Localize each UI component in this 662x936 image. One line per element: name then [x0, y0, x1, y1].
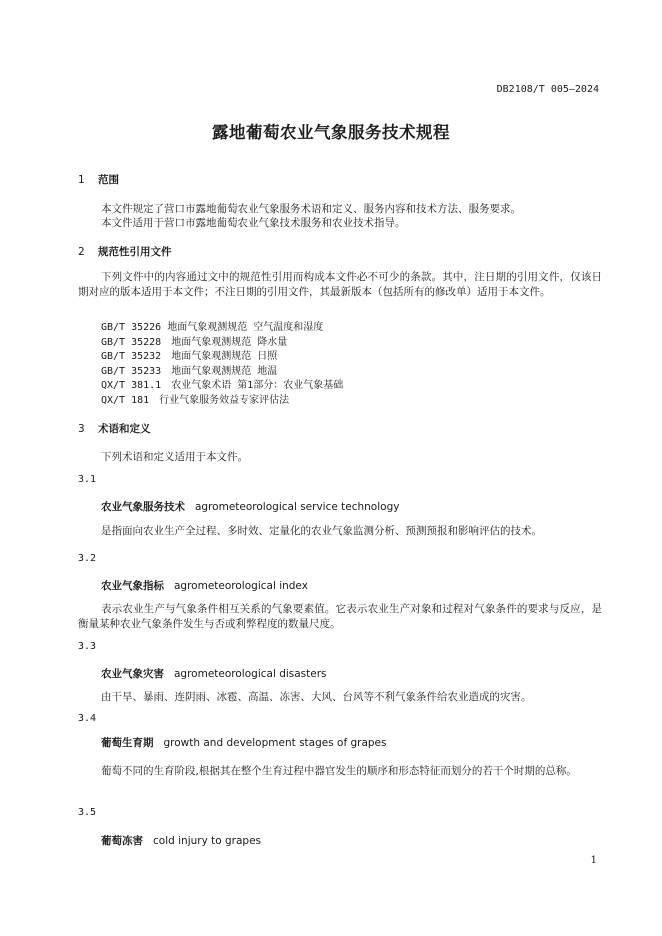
term-definition: 由干旱、暴雨、连阴雨、冰雹、高温、冻害、大风、台风等不利气象条件给农业造成的灾害。	[101, 691, 532, 703]
term-heading	[101, 499, 399, 514]
clause-number: 3.1	[78, 474, 97, 485]
clause-number: 3.4	[78, 713, 97, 724]
document-title: 露地葡萄农业气象服务技术规程	[212, 123, 450, 142]
clause-number: 3.5	[78, 807, 97, 818]
term-zh: 农业气象指标	[101, 580, 164, 592]
term-definition: 是指面向农业生产全过程、多时效、定量化的农业气象监测分析、预测预报和影响评估的技术。	[101, 525, 542, 537]
term-heading	[101, 833, 261, 848]
term-zh: 葡萄冻害	[101, 835, 143, 847]
section-3-heading	[78, 421, 151, 436]
page-number: 1	[590, 855, 597, 866]
paragraph: 下列术语和定义适用于本文件。	[101, 451, 248, 463]
paragraph: 下列文件中的内容通过文中的规范性引用而构成本文件必不可少的条款。其中，注日期的引用文件，仅该日期对应的版本适用于本文件；不注日期的引用文件，其最新版本（包括所有的修改单）适用于本文件。	[78, 271, 602, 298]
term-zh: 农业气象服务技术	[101, 501, 185, 513]
section-number: 3	[78, 423, 85, 435]
term-zh: 农业气象灾害	[101, 668, 164, 680]
term-heading	[101, 666, 327, 681]
section-2-heading	[78, 244, 172, 259]
clause-number: 3.3	[78, 641, 97, 652]
term-zh: 葡萄生育期	[101, 737, 154, 749]
paragraph: 本文件规定了营口市露地葡萄农业气象服务术语和定义、服务内容和技术方法、服务要求。	[101, 203, 521, 215]
term-en: growth and development stages of grapes	[163, 737, 387, 749]
section-number: 2	[78, 246, 85, 258]
term-definition: 表示农业生产与气象条件相互关系的气象要素值。它表示农业生产对象和过程对气象条件的要求与反应，是衡量某种农业气象条件发生与否或利弊程度的数量尺度。	[78, 603, 602, 630]
reference-item: GB/T 35228 地面气象观测规范 降水量	[101, 337, 288, 348]
paragraph: 本文件适用于营口市露地葡萄农业气象技术服务和农业技术指导。	[101, 217, 406, 229]
term-en: agrometeorological disasters	[174, 668, 327, 680]
document-code: DB2108/T 005—2024	[496, 84, 599, 95]
section-number: 1	[78, 174, 85, 186]
term-en: agrometeorological service technology	[195, 501, 400, 513]
section-title: 术语和定义	[98, 423, 151, 435]
section-1-heading	[78, 172, 119, 187]
term-heading	[101, 578, 308, 593]
term-heading	[101, 735, 387, 750]
section-title: 范围	[98, 174, 119, 186]
reference-item: GB/T 35233 地面气象观测规范 地温	[101, 366, 278, 377]
term-en: agrometeorological index	[174, 580, 308, 592]
reference-item: GB/T 35226 地面气象观测规范 空气温度和湿度	[101, 322, 324, 333]
term-en: cold injury to grapes	[153, 835, 262, 847]
section-title: 规范性引用文件	[98, 246, 172, 258]
clause-number: 3.2	[78, 553, 97, 564]
reference-item: QX/T 181 行业气象服务效益专家评估法	[101, 395, 290, 406]
reference-item: QX/T 381.1 农业气象术语 第1部分：农业气象基础	[101, 380, 344, 391]
reference-item: GB/T 35232 地面气象观测规范 日照	[101, 351, 278, 362]
term-definition: 葡萄不同的生育阶段,根据其在整个生育过程中器官发生的顺序和形态特征而划分的若干个时期的总称。	[101, 765, 577, 777]
